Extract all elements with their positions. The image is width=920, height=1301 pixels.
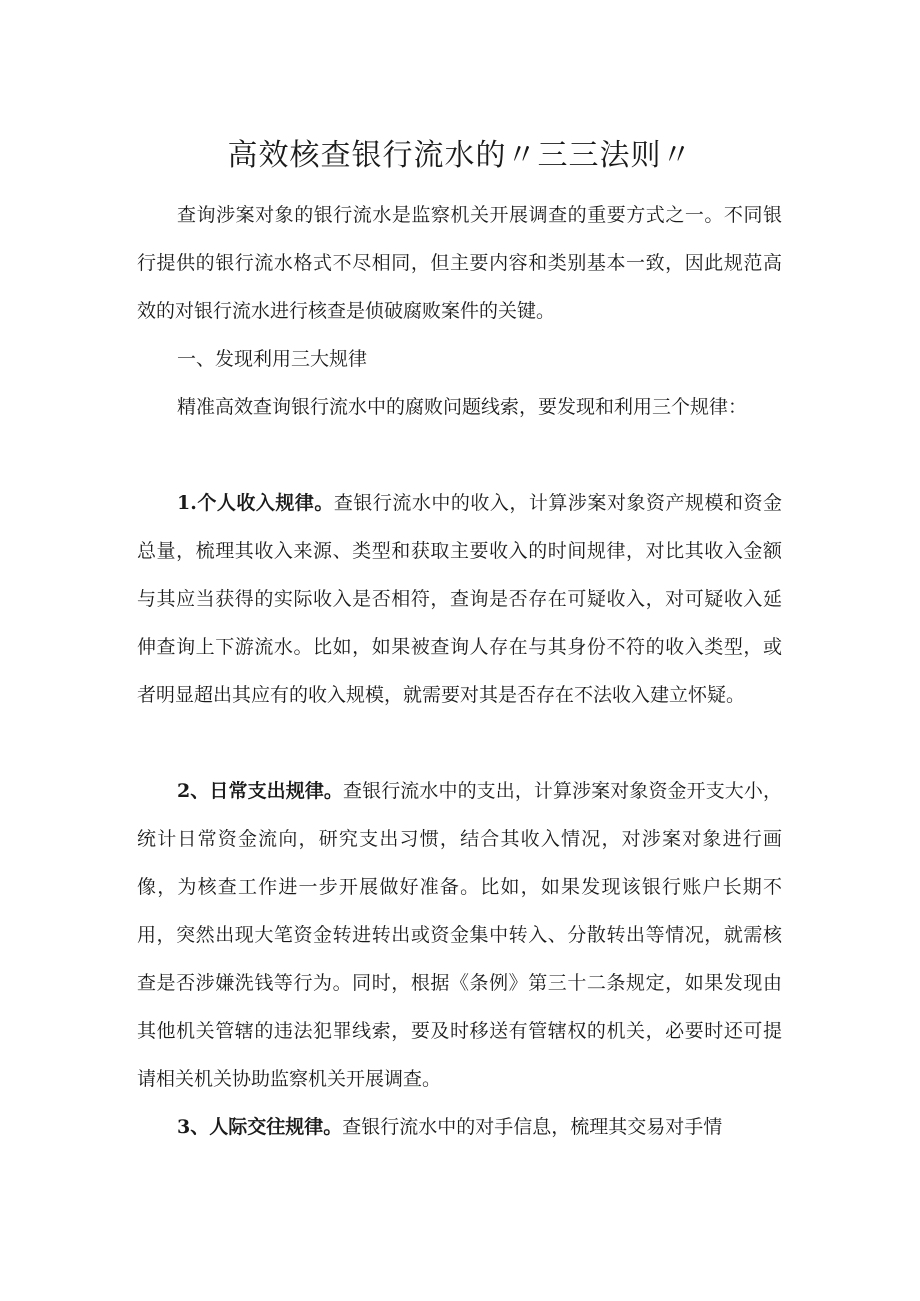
rule-2-paragraph bbox=[137, 767, 782, 1103]
rule-3-paragraph bbox=[137, 1103, 782, 1151]
document-title: 高效核查银行流水的〃三三法则〃 bbox=[227, 138, 693, 173]
rule-1-text: 查银行流水中的收入，计算涉案对象资产规模和资金总量，梳理其收入来源、类型和获取主要收入的时间规律，对比其收入金额与其应当获得的实际收入是否相符，查询是否存在可疑收入，对可疑收入延伸查询上下游流水。比如，如果被查询人存在与其身份不符的收入类型，或者明显超出其应有的收入规模，就需要对其是否存在不法收入建立怀疑。 bbox=[137, 492, 782, 706]
rule-3-label: 3、人际交往规律。 bbox=[177, 1116, 343, 1138]
rule-2-text: 查银行流水中的支出，计算涉案对象资金开支大小，统计日常资金流向，研究支出习惯，结合其收入情况，对涉案对象进行画像，为核查工作进一步开展做好准备。比如，如果发现该银行账户长期不用，突然出现大笔资金转进转出或资金集中转入、分散转出等情况，就需核查是否涉嫌洗钱等行为。同时，根据《条例》第三十二条规定，如果发现由其他机关管辖的违法犯罪线索，要及时移送有管辖权的机关，必要时还可提请相关机关协助监察机关开展调查。 bbox=[137, 780, 782, 1090]
intro-paragraph: 查询涉案对象的银行流水是监察机关开展调查的重要方式之一。不同银行提供的银行流水格式不尽相同，但主要内容和类别基本一致，因此规范高效的对银行流水进行核查是侦破腐败案件的关键。 bbox=[137, 204, 782, 322]
rule-1-paragraph bbox=[137, 479, 782, 719]
section-lead-paragraph: 精准高效查询银行流水中的腐败问题线索，要发现和利用三个规律： bbox=[177, 396, 748, 418]
rule-1-label: 1.个人收入规律。 bbox=[177, 492, 334, 514]
section-heading: 一、发现利用三大规律 bbox=[177, 348, 368, 370]
rule-3-text: 查银行流水中的对手信息，梳理其交易对手情 bbox=[342, 1116, 723, 1138]
rule-2-label: 2、日常支出规律。 bbox=[177, 780, 344, 802]
